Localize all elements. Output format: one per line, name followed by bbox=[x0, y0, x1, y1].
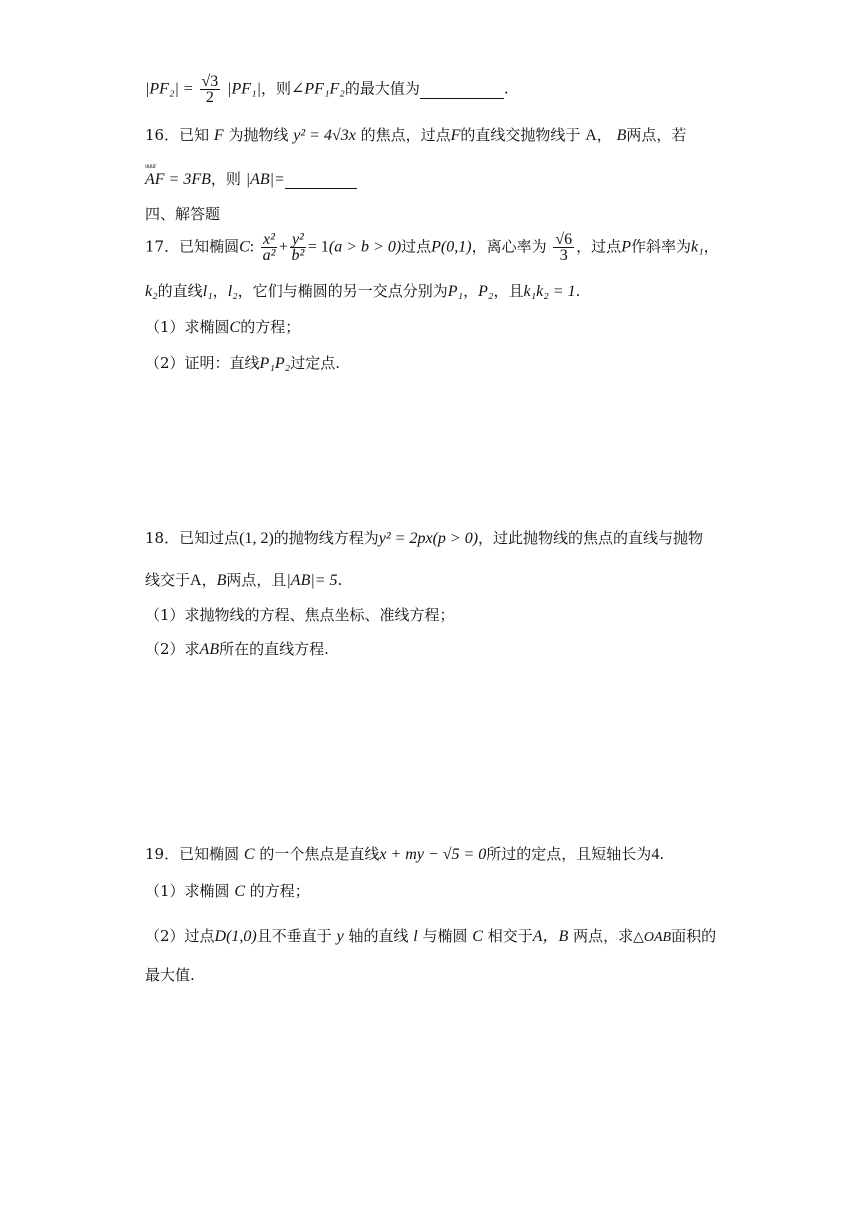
q18-point: (1, 2) bbox=[239, 530, 274, 547]
q17-period: . bbox=[575, 282, 581, 300]
q19-sub1-text-b: 的方程； bbox=[249, 882, 310, 900]
q18-text-2: 的抛物线方程为 bbox=[273, 529, 379, 547]
q15-text-then: ，则 bbox=[260, 79, 291, 98]
q16-text-1: 已知 bbox=[179, 126, 210, 144]
q16-B: B bbox=[616, 127, 627, 144]
q17-l1: l₁ bbox=[202, 283, 213, 300]
q16-text-6: ，则 bbox=[210, 170, 241, 188]
q18-sub2-text-b: 所在的直线方程. bbox=[219, 640, 329, 658]
q18-l2-text-1: 线交于 bbox=[145, 571, 191, 589]
q17-text-1: 已知椭圆 bbox=[179, 237, 240, 256]
frac-y2: y² bbox=[291, 231, 304, 248]
section-title: 四、解答题 bbox=[145, 205, 221, 223]
frac-y2-b2 bbox=[290, 232, 306, 263]
q18-sub-1: （1）求抛物线的方程、焦点坐标、准线方程； bbox=[145, 606, 455, 624]
vector-eq-text: AF = 3FB bbox=[145, 171, 211, 188]
fraction-sqrt3-over-2 bbox=[200, 74, 221, 105]
q19-line-1 bbox=[145, 843, 664, 864]
equals-sign: = bbox=[183, 80, 193, 98]
q17-P1P2: P₁P₂ bbox=[259, 355, 291, 372]
vector-arrow-mark: uuur bbox=[145, 162, 156, 170]
q19-C: C bbox=[243, 846, 255, 863]
abs-pf2: |PF₂| bbox=[145, 80, 179, 98]
frac-num: √3 bbox=[201, 73, 219, 90]
q19-AB-points: A，B bbox=[532, 928, 569, 945]
q18-l2-text-2: 两点，且 bbox=[226, 571, 287, 589]
frac-a2: a² bbox=[262, 247, 276, 264]
q17-sub1-text: （1）求椭圆 bbox=[145, 318, 230, 336]
q17-line-1 bbox=[145, 232, 719, 263]
q19-sub2-text-g: 面积的 bbox=[671, 927, 717, 945]
q15-tail-line bbox=[145, 74, 509, 105]
q18-text-3: ，过此抛物线的焦点的直线与抛物 bbox=[478, 529, 704, 547]
q16-vector-equation bbox=[145, 162, 211, 189]
q19-sub2-text: （2）过点 bbox=[145, 927, 215, 945]
q17-number: 17． bbox=[145, 237, 180, 256]
q18-line-2 bbox=[145, 569, 342, 590]
q17-l2-text-3: ，且 bbox=[493, 282, 524, 300]
answer-blank-15[interactable] bbox=[420, 80, 504, 99]
q17-text-5: 作斜率为 bbox=[630, 237, 691, 256]
q16-text-5: 两点，若 bbox=[626, 126, 687, 144]
frac-b2: b² bbox=[291, 247, 305, 264]
q16-text-2: 为抛物线 bbox=[228, 126, 289, 144]
q19-D: D(1,0) bbox=[214, 928, 257, 945]
answer-blank-16[interactable] bbox=[285, 170, 357, 189]
q16-text-4: 的直线交抛物线于 bbox=[460, 126, 581, 144]
q18-ab: |AB|= 5 bbox=[286, 572, 338, 589]
q19-four: 4 bbox=[651, 846, 660, 863]
q19-sub2-text-e: 相交于 bbox=[487, 927, 533, 945]
q17-k2: k₂ bbox=[145, 283, 158, 300]
q17-text-2: 过点 bbox=[401, 237, 432, 256]
frac-x2-a2 bbox=[261, 232, 277, 263]
q17-text-3: ，离心率为 bbox=[471, 237, 547, 256]
q17-k1: k₁ bbox=[690, 238, 704, 256]
q16-F: F bbox=[213, 127, 224, 144]
q18-period: . bbox=[337, 571, 343, 589]
q17-sub2-text-b: 过定点. bbox=[290, 354, 340, 372]
q19-number: 19． bbox=[145, 845, 180, 863]
q17-text-4: ，过点 bbox=[576, 237, 622, 256]
q17-sub1-text-b: 的方程； bbox=[240, 318, 301, 336]
q17-condition: (a > b > 0) bbox=[328, 238, 402, 256]
frac-den: 2 bbox=[205, 89, 214, 106]
q18-B: B bbox=[216, 572, 227, 589]
q19-sub-2-cont: 最大值. bbox=[145, 966, 195, 984]
q19-y: y bbox=[336, 928, 344, 945]
angle-pf1f2: ∠PF₁F₂ bbox=[290, 80, 345, 98]
q16-F-again: F bbox=[450, 127, 461, 144]
q19-sub-1 bbox=[145, 880, 310, 901]
q17-point-P: P(0,1) bbox=[431, 238, 472, 256]
q19-text-1: 已知椭圆 bbox=[179, 845, 240, 863]
q16-A: A bbox=[585, 127, 597, 144]
q18-line-1 bbox=[145, 527, 703, 548]
q18-A: A bbox=[190, 572, 202, 589]
q17-P1: P₁ bbox=[447, 283, 464, 300]
q16-number: 16． bbox=[145, 126, 180, 144]
q17-l2-text-2: ，它们与椭圆的另一交点分别为 bbox=[237, 282, 448, 300]
q18-sub-2 bbox=[145, 638, 329, 659]
q18-number: 18． bbox=[145, 529, 180, 547]
q17-l2-text-1: 的直线 bbox=[157, 282, 203, 300]
frac-3: 3 bbox=[559, 247, 568, 264]
q17-P2: P₂ bbox=[478, 283, 494, 300]
q19-sub2-text-d: 与椭圆 bbox=[422, 927, 468, 945]
frac-sqrt6-over-3 bbox=[553, 232, 574, 263]
q17-P: P bbox=[621, 238, 631, 256]
q17-sub1-C: C bbox=[229, 319, 241, 336]
q16-text-3: 的焦点，过点 bbox=[360, 126, 451, 144]
q19-line-eq: x + my − √5 = 0 bbox=[379, 846, 487, 863]
q18-parabola-eq: y² = 2px(p > 0) bbox=[378, 530, 479, 547]
q16-parabola: y² = 4√3x bbox=[293, 127, 356, 144]
q17-sub-2 bbox=[145, 352, 340, 373]
q19-sub1-C: C bbox=[234, 883, 245, 900]
q17-l2: l₂ bbox=[227, 283, 238, 300]
q19-l: l bbox=[413, 928, 418, 945]
plus-sign: + bbox=[278, 238, 288, 256]
q17-colon: : bbox=[249, 238, 255, 256]
q16-line-2 bbox=[145, 162, 357, 189]
q18-sub2-text: （2）求 bbox=[145, 640, 200, 658]
q17-comma-p: ， bbox=[463, 282, 479, 300]
q18-AB: AB bbox=[199, 641, 220, 658]
q19-sub1-text: （1）求椭圆 bbox=[145, 882, 230, 900]
q17-comma-end: ， bbox=[703, 237, 719, 256]
q16-line-1 bbox=[145, 124, 686, 145]
q17-C: C bbox=[239, 238, 250, 256]
q17-sub-1 bbox=[145, 316, 300, 337]
abs-pf1: |PF₁| bbox=[227, 80, 261, 98]
q16-ab: |AB|= bbox=[245, 171, 285, 188]
q17-comma-l: ， bbox=[212, 282, 228, 300]
q18-comma: ， bbox=[201, 571, 217, 589]
q19-period: . bbox=[659, 845, 665, 863]
q19-sub2-text-f: 两点，求 bbox=[573, 927, 634, 945]
q19-text-3: 所过的定点，且短轴长为 bbox=[486, 845, 652, 863]
q19-sub2-C: C bbox=[472, 928, 483, 945]
q16-comma: ， bbox=[596, 126, 612, 144]
q19-sub-2 bbox=[145, 923, 716, 946]
frac-x2: x² bbox=[263, 231, 275, 248]
q19-text-2: 的一个焦点是直线 bbox=[259, 845, 380, 863]
q17-sub2-text: （2）证明：直线 bbox=[145, 354, 260, 372]
q17-line-2 bbox=[145, 280, 580, 301]
q17-eq-one: = 1 bbox=[307, 238, 329, 256]
q15-text-max: 的最大值为 bbox=[344, 79, 420, 98]
q17-k1k2: k₁k₂ = 1 bbox=[523, 283, 576, 300]
frac-sqrt6: √6 bbox=[555, 231, 573, 248]
q15-end: . bbox=[503, 79, 509, 98]
q18-text-1: 已知过点 bbox=[179, 529, 240, 547]
q19-sub2-text-b: 且不垂直于 bbox=[256, 927, 332, 945]
q19-sub2-text-c: 轴的直线 bbox=[348, 927, 409, 945]
q19-triangle: △OAB bbox=[633, 930, 672, 945]
